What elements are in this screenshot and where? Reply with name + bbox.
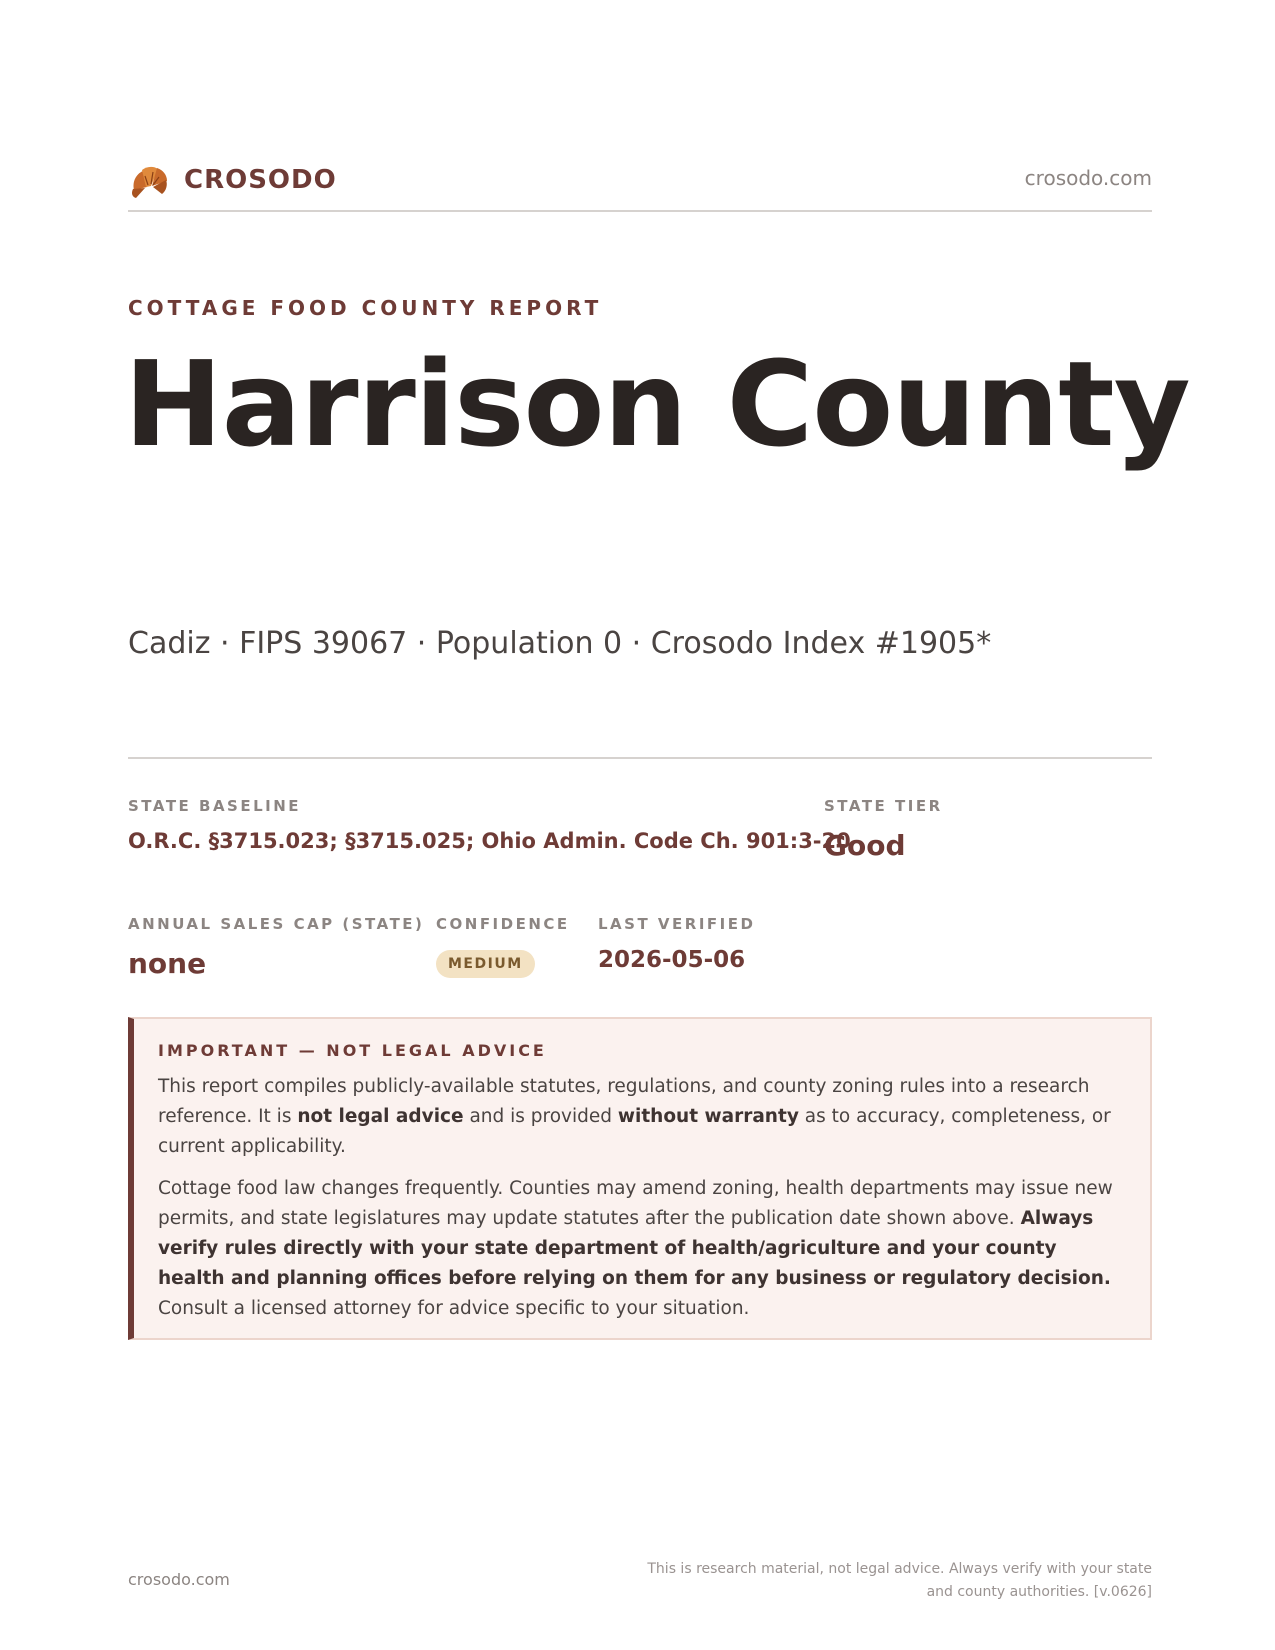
confidence-badge: MEDIUM [436, 950, 535, 978]
confidence-field [436, 915, 570, 978]
last-verified-value: 2026-05-06 [598, 947, 746, 973]
notice-text: as to accuracy, completeness, or current applicability. [158, 1106, 1111, 1157]
footer-disclaimer-line-1: This is research material, not legal advice. Always verify with your state [647, 1561, 1152, 1577]
brand-name: CROSODO [184, 165, 337, 195]
legal-notice-title: IMPORTANT — NOT LEGAL ADVICE [158, 1041, 547, 1060]
confidence-label: CONFIDENCE [436, 915, 570, 933]
last-verified-label: LAST VERIFIED [598, 915, 756, 933]
state-tier-value: Good [824, 829, 906, 862]
notice-emphasis: Always verify rules directly with your state department of health/agriculture and your county health and planning offices before relying on them for any business or regulatory decision. [158, 1208, 1111, 1289]
footer-disclaimer-line-2: and county authorities. [v.0626] [926, 1584, 1152, 1600]
legal-notice-paragraph-1 [158, 1072, 1124, 1162]
legal-notice [128, 1017, 1152, 1340]
brand [128, 160, 337, 200]
page-header [128, 160, 1152, 212]
state-tier-label: STATE TIER [824, 797, 943, 815]
state-baseline-label: STATE BASELINE [128, 797, 302, 815]
legal-notice-paragraph-2 [158, 1174, 1124, 1324]
sales-cap-field [128, 915, 424, 980]
report-eyebrow: COTTAGE FOOD COUNTY REPORT [128, 296, 603, 320]
notice-emphasis: without warranty [617, 1106, 799, 1127]
croissant-icon [128, 160, 172, 200]
sales-cap-label: ANNUAL SALES CAP (STATE) [128, 915, 425, 933]
sales-cap-value: none [128, 947, 207, 980]
report-page [124, 0, 1190, 1650]
footer-disclaimer [632, 1558, 1152, 1604]
page-subtitle: Cadiz · FIPS 39067 · Population 0 · Crosodo Index #1905* [128, 626, 992, 661]
last-verified-field [598, 915, 755, 973]
notice-emphasis: not legal advice [297, 1106, 464, 1127]
page-title: Harrison County [124, 335, 1190, 473]
header-url[interactable]: crosodo.com [1024, 166, 1152, 190]
notice-text: Consult a licensed attorney for advice specific to your situation. [158, 1298, 750, 1319]
state-baseline-value: O.R.C. §3715.023; §3715.025; Ohio Admin. Code Ch. 901:3-20 [128, 829, 851, 853]
notice-text: and is provided [463, 1106, 618, 1127]
notice-text: This report compiles publicly-available statutes, regulations, and county zoning rules into a research reference. It is [158, 1076, 1090, 1127]
state-baseline-field [128, 797, 851, 853]
footer-url[interactable]: crosodo.com [128, 1570, 230, 1589]
divider [128, 757, 1152, 759]
notice-text: Cottage food law changes frequently. Counties may amend zoning, health departments may issue new permits, and state legislatures may update statutes after the publication date shown above. [158, 1178, 1113, 1229]
state-tier-field [824, 797, 943, 862]
